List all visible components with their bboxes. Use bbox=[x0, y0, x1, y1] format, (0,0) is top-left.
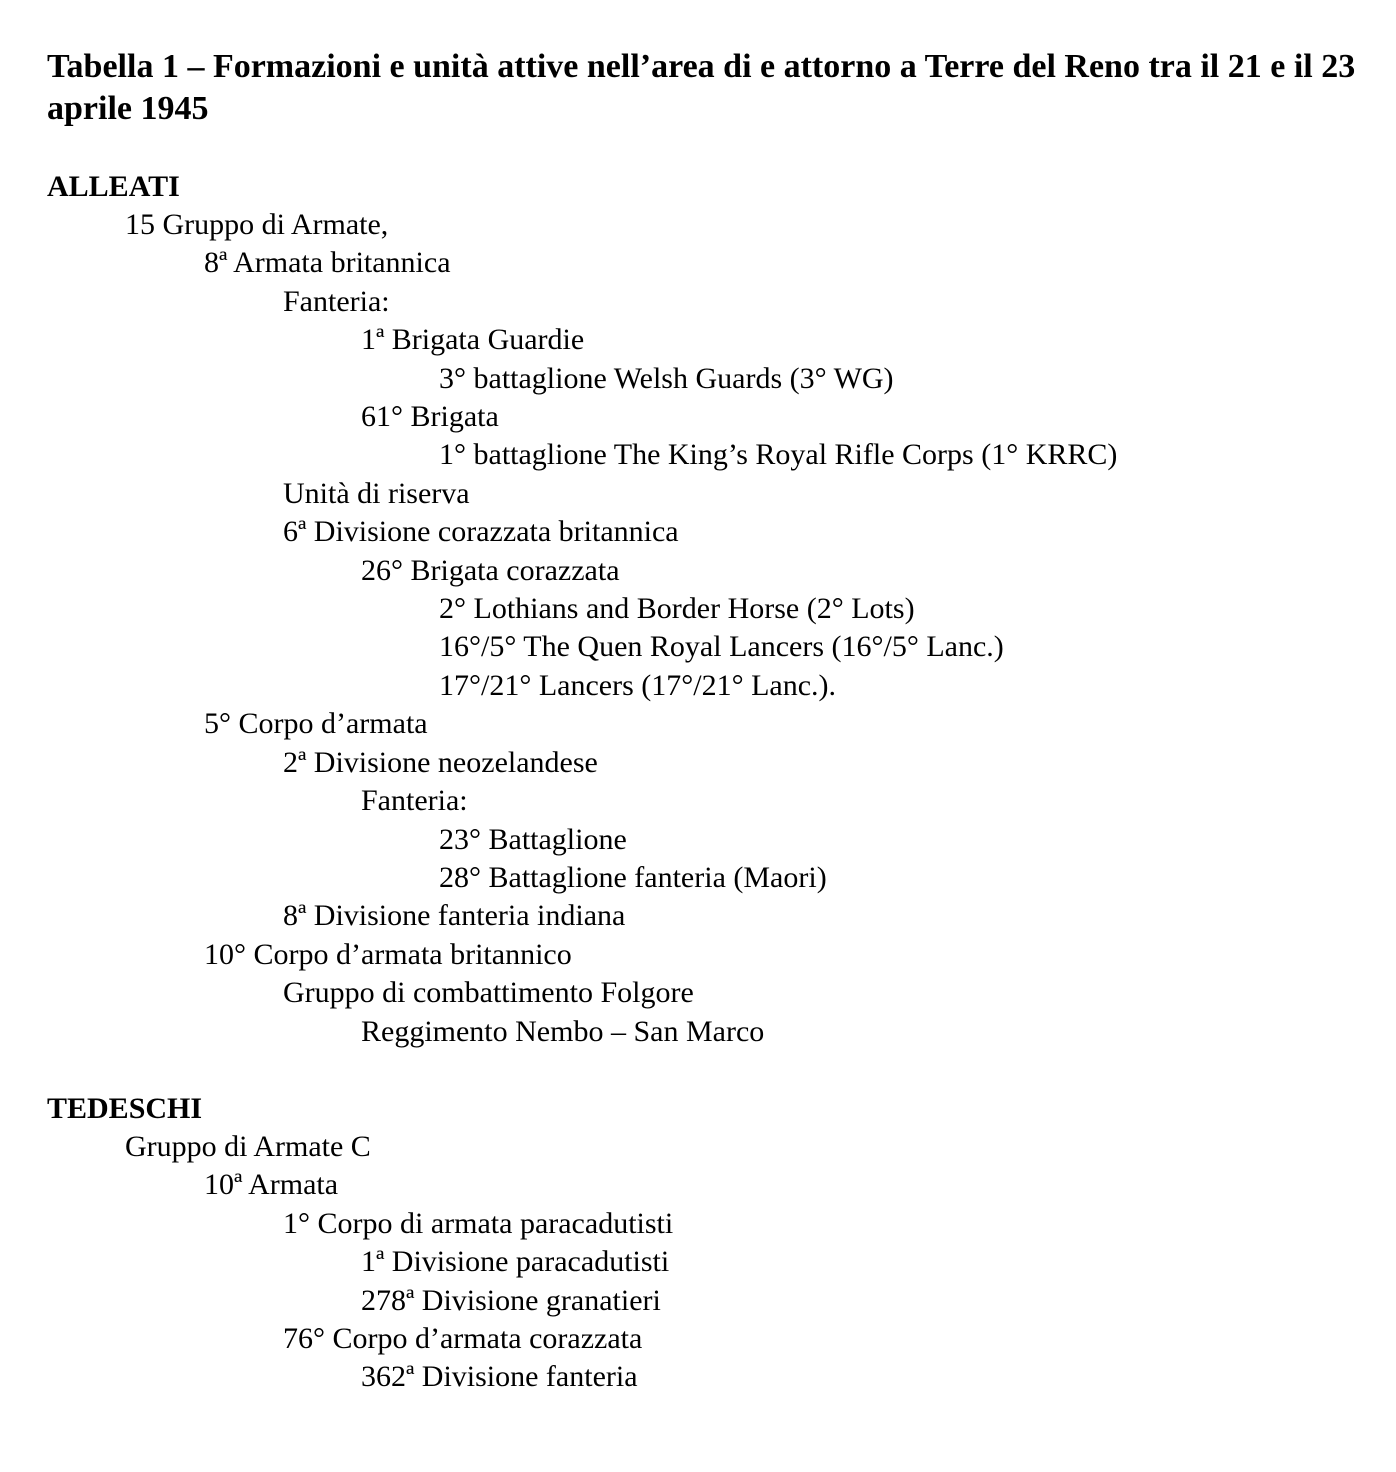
unit-entry: 3° battaglione Welsh Guards (3° WG) bbox=[439, 361, 894, 395]
unit-entry: 5° Corpo d’armata bbox=[204, 707, 428, 741]
unit-entry: 1° battaglione The King’s Royal Rifle Corps (1° KRRC) bbox=[439, 438, 1118, 472]
unit-entry: Gruppo di Armate C bbox=[125, 1129, 371, 1163]
unit-entry: 28° Battaglione fanteria (Maori) bbox=[439, 860, 827, 894]
unit-entry: Unità di riserva bbox=[283, 476, 470, 510]
unit-entry: 26° Brigata corazzata bbox=[361, 553, 620, 587]
document-title: Tabella 1 – Formazioni e unità attive nell’area di e attorno a Terre del Reno tra il 21 e il 23 aprile 1945 bbox=[47, 48, 1356, 127]
unit-entry: 16°/5° The Quen Royal Lancers (16°/5° Lanc.) bbox=[439, 630, 1004, 664]
unit-entry: 2ª Divisione neozelandese bbox=[283, 745, 598, 779]
unit-entry: 278ª Divisione granatieri bbox=[361, 1283, 661, 1317]
unit-entry: 1ª Divisione paracadutisti bbox=[361, 1245, 670, 1279]
unit-list bbox=[47, 206, 1367, 1051]
unit-entry: Fanteria: bbox=[361, 784, 468, 818]
unit-entry: 2° Lothians and Border Horse (2° Lots) bbox=[439, 592, 915, 626]
unit-entry: Gruppo di combattimento Folgore bbox=[283, 976, 694, 1010]
unit-list bbox=[47, 1128, 1367, 1397]
section-tedeschi bbox=[47, 1090, 1367, 1397]
document-page bbox=[47, 46, 1367, 1397]
unit-entry: 76° Corpo d’armata corazzata bbox=[283, 1321, 643, 1355]
section-alleati bbox=[47, 168, 1367, 1051]
section-heading: ALLEATI bbox=[47, 170, 180, 203]
unit-entry: 10ª Armata bbox=[204, 1168, 339, 1202]
section-heading: TEDESCHI bbox=[47, 1091, 203, 1125]
unit-entry: Fanteria: bbox=[283, 284, 390, 318]
unit-entry: 8ª Armata britannica bbox=[204, 246, 451, 280]
unit-entry: 8ª Divisione fanteria indiana bbox=[283, 899, 626, 933]
unit-entry: 15 Gruppo di Armate, bbox=[125, 208, 389, 241]
unit-entry: 17°/21° Lancers (17°/21° Lanc.). bbox=[439, 668, 837, 702]
unit-entry: 10° Corpo d’armata britannico bbox=[204, 937, 572, 971]
unit-entry: 1ª Brigata Guardie bbox=[361, 323, 585, 357]
unit-entry: 362ª Divisione fanteria bbox=[361, 1360, 638, 1394]
unit-entry: 61° Brigata bbox=[361, 400, 499, 434]
unit-entry: Reggimento Nembo – San Marco bbox=[361, 1014, 765, 1048]
unit-entry: 1° Corpo di armata paracadutisti bbox=[283, 1206, 674, 1240]
unit-entry: 23° Battaglione bbox=[439, 822, 627, 856]
unit-entry: 6ª Divisione corazzata britannica bbox=[283, 515, 679, 549]
